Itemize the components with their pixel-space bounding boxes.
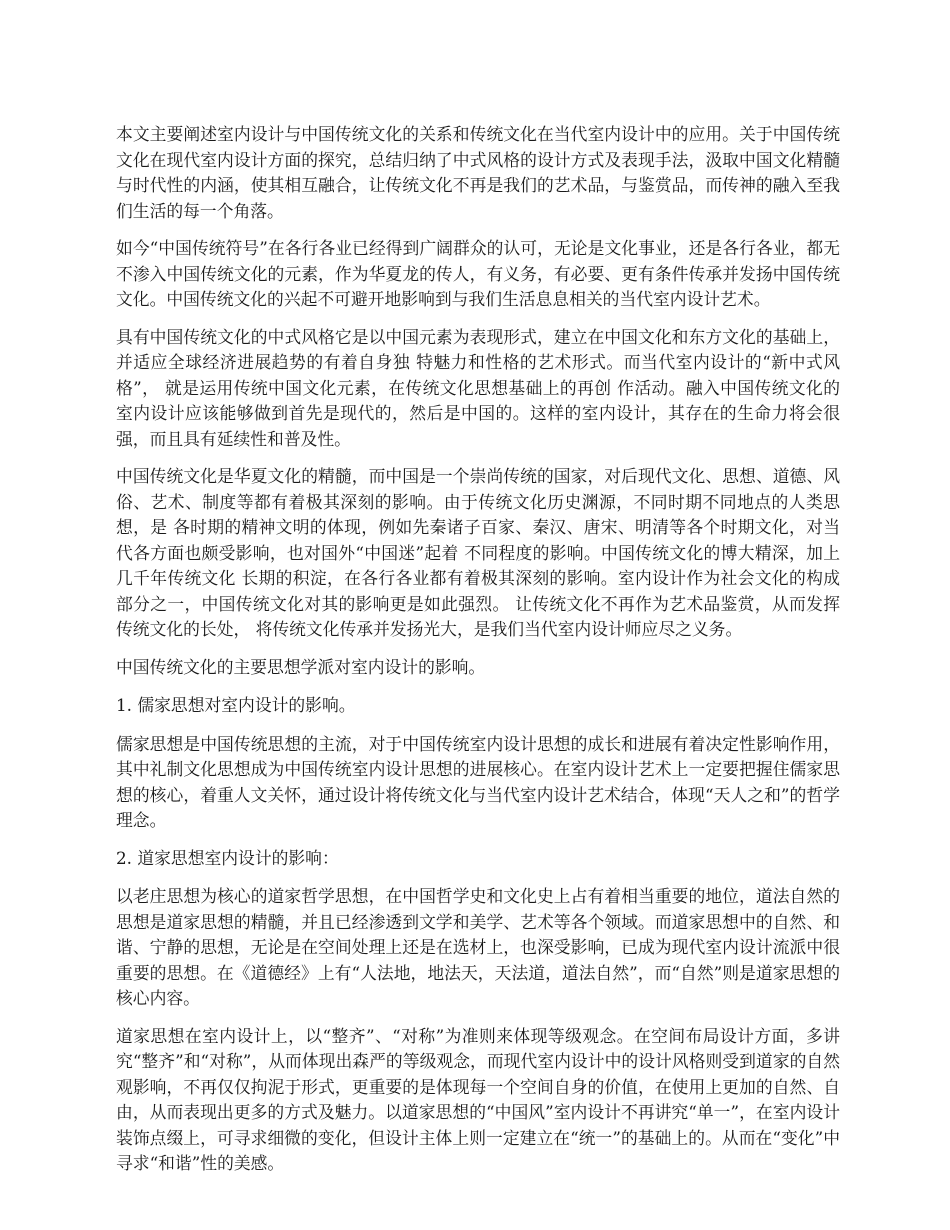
paragraph-traditional-symbols: 如今“中国传统符号”在各行各业已经得到广阔群众的认可，无论是文化事业，还是各行各业，都无不渗入中国传统文化的元素，作为华夏龙的传人，有义务，有必要、更有条件传承并发扬中国传统文化。中国传统文化的兴起不可避开地影响到与我们生活息息相关的当代室内设计艺术。 — [116, 238, 840, 309]
section-heading-schools: 中国传统文化的主要思想学派对室内设计的影响。 — [116, 656, 486, 677]
paragraph-confucian: 儒家思想是中国传统思想的主流，对于中国传统室内设计思想的成长和进展有着决定性影响作用，其中礼制文化思想成为中国传统室内设计思想的进展核心。在室内设计艺术上一定要把握住儒家思想的核心，着重人文关怀，通过设计将传统文化与当代室内设计艺术结合，体现“天人之和”的哲学理念。 — [116, 733, 840, 830]
paragraph-taoist-design: 道家思想在室内设计上，以“整齐”、“对称”为准则来体现等级观念。在空间布局设计方面，多讲究“整齐”和“对称”，从而体现出森严的等级观念，而现代室内设计中的设计风格则受到道家的自然观影响，不再仅仅拘泥于形式，更重要的是体现每一个空间自身的价值，在使用上更加的自然、自由，从而表现出更多的方式及魅力。以道家思想的“中国风”室内设计不再讲究“单一”，在室内设计装饰点缀上，可寻求细微的变化，但设计主体上则一定建立在“统一”的基础上的。从而在“变化”中寻求“和谐”性的美感。 — [116, 1025, 840, 1173]
paragraph-cultural-essence: 中国传统文化是华夏文化的精髓，而中国是一个崇尚传统的国家，对后现代文化、思想、道德、风俗、艺术、制度等都有着极其深刻的影响。由于传统文化历史渊源，不同时期不同地点的人类思想，是 各时期的精神文明的体现，例如先秦诸子百家、秦汉、唐宋、明清等各个时期文化，对当代各方面也颇受影响，也对国外“中国迷”起着 不同程度的影响。中国传统文化的博大精深，加上几千年传统文化 长期的积淀，在各行各业都有着极其深刻的影响。室内设计作为社会文化的构成部分之一，中国传统文化对其的影响更是如此强烈。 让传统文化不再作为艺术品鉴赏，从而发挥传统文化的长处， 将传统文化传承并发扬光大，是我们当代室内设计师应尽之义务。 — [116, 466, 840, 639]
paragraph-chinese-style: 具有中国传统文化的中式风格它是以中国元素为表现形式，建立在中国文化和东方文化的基础上，并适应全球经济进展趋势的有着自身独 特魅力和性格的艺术形式。而当代室内设计的“新中式风格”， 就是运用传统中国文化元素，在传统文化思想基础上的再创 作活动。融入中国传统文化的室内设计应该能够做到首先是现代的，然后是中国的。这样的室内设计，其存在的生命力将会很强，而且具有延续性和普及性。 — [116, 326, 840, 449]
paragraph-taoist-philosophy: 以老庄思想为核心的道家哲学思想，在中国哲学史和文化史上占有着相当重要的地位，道法自然的思想是道家思想的精髓，并且已经渗透到文学和美学、艺术等各个领域。而道家思想中的自然、和谐、宁静的思想，无论是在空间处理上还是在选材上，也深受影响，已成为现代室内设计流派中很重要的思想。在《道德经》上有“人法地，地法天，天法道，道法自然”，而“自然”则是道家思想的核心内容。 — [116, 886, 840, 1008]
section-heading-taoist: 2. 道家思想室内设计的影响： — [116, 847, 339, 868]
document-body — [116, 122, 840, 1189]
section-heading-confucian: 1. 儒家思想对室内设计的影响。 — [116, 695, 356, 715]
paragraph-intro: 本文主要阐述室内设计与中国传统文化的关系和传统文化在当代室内设计中的应用。关于中国传统文化在现代室内设计方面的探究，总结归纳了中式风格的设计方式及表现手法，汲取中国文化精髓与时代性的内涵，使其相互融合，让传统文化不再是我们的艺术品，与鉴赏品，而传神的融入至我们生活的每一个角落。 — [116, 124, 840, 221]
